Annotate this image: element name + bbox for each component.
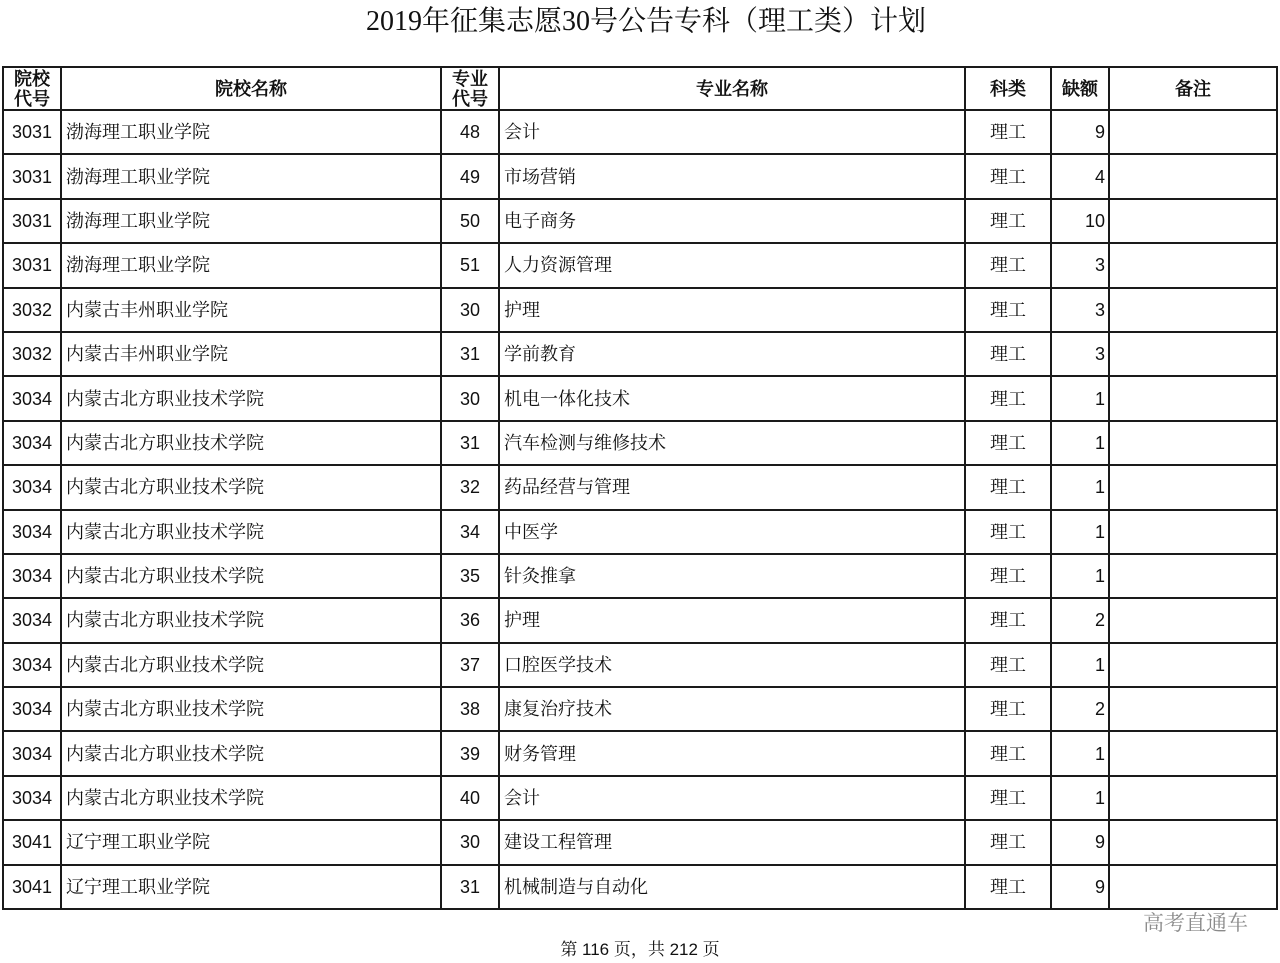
cell-category: 理工 [966, 777, 1052, 821]
cell-major-code: 30 [442, 377, 500, 421]
cell-major-name: 药品经营与管理 [500, 466, 966, 510]
cell-school-name: 辽宁理工职业学院 [62, 866, 442, 910]
cell-remark [1110, 688, 1278, 732]
cell-vacancies: 1 [1052, 422, 1110, 466]
cell-category: 理工 [966, 644, 1052, 688]
cell-major-name: 市场营销 [500, 155, 966, 199]
cell-vacancies: 2 [1052, 688, 1110, 732]
cell-school-code: 3034 [4, 466, 62, 510]
cell-remark [1110, 333, 1278, 377]
cell-major-name: 康复治疗技术 [500, 688, 966, 732]
cell-school-code: 3034 [4, 732, 62, 776]
header-school-code [4, 68, 62, 111]
cell-remark [1110, 377, 1278, 421]
cell-school-name: 内蒙古北方职业技术学院 [62, 511, 442, 555]
cell-major-code: 31 [442, 333, 500, 377]
header-school-code-line1: 院校 [14, 68, 50, 89]
cell-major-name: 会计 [500, 111, 966, 155]
cell-school-code: 3034 [4, 777, 62, 821]
cell-category: 理工 [966, 244, 1052, 288]
plan-table [2, 66, 1278, 910]
cell-school-name: 内蒙古北方职业技术学院 [62, 377, 442, 421]
cell-category: 理工 [966, 821, 1052, 865]
cell-vacancies: 9 [1052, 821, 1110, 865]
cell-school-code: 3034 [4, 599, 62, 643]
cell-remark [1110, 555, 1278, 599]
cell-school-name: 内蒙古北方职业技术学院 [62, 599, 442, 643]
cell-school-code: 3034 [4, 644, 62, 688]
cell-school-name: 渤海理工职业学院 [62, 111, 442, 155]
header-major-code-line1: 专业 [452, 68, 488, 89]
cell-vacancies: 1 [1052, 511, 1110, 555]
document-title: 2019年征集志愿30号公告专科（理工类）计划 [365, 6, 926, 37]
cell-major-code: 48 [442, 111, 500, 155]
cell-school-code: 3031 [4, 111, 62, 155]
cell-school-code: 3041 [4, 866, 62, 910]
cell-vacancies: 3 [1052, 289, 1110, 333]
cell-category: 理工 [966, 422, 1052, 466]
cell-school-code: 3031 [4, 244, 62, 288]
cell-vacancies: 10 [1052, 200, 1110, 244]
table-header-row [4, 68, 1278, 111]
cell-vacancies: 1 [1052, 644, 1110, 688]
cell-school-code: 3041 [4, 821, 62, 865]
cell-major-name: 学前教育 [500, 333, 966, 377]
cell-major-code: 36 [442, 599, 500, 643]
cell-major-name: 护理 [500, 289, 966, 333]
cell-category: 理工 [966, 555, 1052, 599]
cell-major-name: 中医学 [500, 511, 966, 555]
cell-remark [1110, 599, 1278, 643]
cell-category: 理工 [966, 155, 1052, 199]
cell-school-name: 渤海理工职业学院 [62, 244, 442, 288]
table-row [4, 289, 1278, 333]
header-major-code [442, 68, 500, 111]
cell-remark [1110, 244, 1278, 288]
table-row [4, 599, 1278, 643]
cell-vacancies: 1 [1052, 732, 1110, 776]
cell-school-name: 内蒙古北方职业技术学院 [62, 422, 442, 466]
cell-category: 理工 [966, 200, 1052, 244]
cell-major-code: 40 [442, 777, 500, 821]
header-school-name: 院校名称 [62, 68, 442, 111]
cell-school-name: 渤海理工职业学院 [62, 155, 442, 199]
cell-school-name: 内蒙古北方职业技术学院 [62, 777, 442, 821]
cell-major-name: 电子商务 [500, 200, 966, 244]
cell-vacancies: 3 [1052, 244, 1110, 288]
cell-remark [1110, 422, 1278, 466]
table-row [4, 333, 1278, 377]
table-row [4, 866, 1278, 910]
cell-category: 理工 [966, 511, 1052, 555]
table-row [4, 555, 1278, 599]
cell-category: 理工 [966, 688, 1052, 732]
cell-vacancies: 3 [1052, 333, 1110, 377]
cell-category: 理工 [966, 732, 1052, 776]
cell-school-code: 3032 [4, 289, 62, 333]
table-row [4, 732, 1278, 776]
cell-major-name: 汽车检测与维修技术 [500, 422, 966, 466]
table-row [4, 155, 1278, 199]
cell-major-code: 39 [442, 732, 500, 776]
table-row [4, 200, 1278, 244]
header-category: 科类 [966, 68, 1052, 111]
cell-school-name: 内蒙古北方职业技术学院 [62, 732, 442, 776]
cell-remark [1110, 200, 1278, 244]
table-row [4, 422, 1278, 466]
table-row [4, 466, 1278, 510]
cell-category: 理工 [966, 466, 1052, 510]
cell-category: 理工 [966, 111, 1052, 155]
table-row [4, 377, 1278, 421]
cell-vacancies: 1 [1052, 555, 1110, 599]
cell-school-code: 3032 [4, 333, 62, 377]
cell-school-code: 3031 [4, 200, 62, 244]
cell-remark [1110, 511, 1278, 555]
cell-major-code: 35 [442, 555, 500, 599]
watermark: 高考直通车 [1143, 911, 1248, 935]
cell-major-name: 财务管理 [500, 732, 966, 776]
cell-major-code: 31 [442, 422, 500, 466]
cell-remark [1110, 732, 1278, 776]
cell-major-name: 针灸推拿 [500, 555, 966, 599]
table-row [4, 511, 1278, 555]
cell-vacancies: 4 [1052, 155, 1110, 199]
cell-major-name: 会计 [500, 777, 966, 821]
cell-category: 理工 [966, 333, 1052, 377]
cell-major-name: 建设工程管理 [500, 821, 966, 865]
cell-vacancies: 9 [1052, 866, 1110, 910]
table-row [4, 111, 1278, 155]
cell-school-name: 内蒙古北方职业技术学院 [62, 466, 442, 510]
cell-school-name: 内蒙古丰州职业学院 [62, 289, 442, 333]
table-row [4, 688, 1278, 732]
cell-major-code: 38 [442, 688, 500, 732]
cell-school-name: 渤海理工职业学院 [62, 200, 442, 244]
cell-remark [1110, 777, 1278, 821]
cell-remark [1110, 155, 1278, 199]
cell-remark [1110, 289, 1278, 333]
cell-major-code: 50 [442, 200, 500, 244]
cell-major-code: 30 [442, 821, 500, 865]
cell-remark [1110, 866, 1278, 910]
cell-category: 理工 [966, 377, 1052, 421]
table-row [4, 244, 1278, 288]
cell-remark [1110, 111, 1278, 155]
cell-vacancies: 1 [1052, 777, 1110, 821]
cell-school-name: 辽宁理工职业学院 [62, 821, 442, 865]
cell-major-code: 34 [442, 511, 500, 555]
cell-major-name: 机械制造与自动化 [500, 866, 966, 910]
cell-major-code: 31 [442, 866, 500, 910]
table-row [4, 644, 1278, 688]
cell-school-code: 3034 [4, 377, 62, 421]
cell-school-name: 内蒙古北方职业技术学院 [62, 644, 442, 688]
table-row [4, 821, 1278, 865]
header-vacancies: 缺额 [1052, 68, 1110, 111]
cell-major-code: 30 [442, 289, 500, 333]
cell-school-name: 内蒙古丰州职业学院 [62, 333, 442, 377]
cell-category: 理工 [966, 599, 1052, 643]
header-major-code-line2: 代号 [452, 88, 488, 109]
cell-remark [1110, 466, 1278, 510]
header-remark: 备注 [1110, 68, 1278, 111]
cell-vacancies: 1 [1052, 377, 1110, 421]
cell-school-code: 3034 [4, 555, 62, 599]
cell-vacancies: 2 [1052, 599, 1110, 643]
header-school-code-line2: 代号 [14, 88, 50, 109]
header-major-name: 专业名称 [500, 68, 966, 111]
cell-category: 理工 [966, 866, 1052, 910]
cell-school-code: 3034 [4, 688, 62, 732]
cell-remark [1110, 644, 1278, 688]
cell-category: 理工 [966, 289, 1052, 333]
table-row [4, 777, 1278, 821]
cell-major-code: 32 [442, 466, 500, 510]
cell-major-code: 49 [442, 155, 500, 199]
cell-school-code: 3034 [4, 422, 62, 466]
cell-major-code: 37 [442, 644, 500, 688]
cell-school-code: 3034 [4, 511, 62, 555]
page-footer: 第 116 页，共 212 页 [560, 940, 720, 959]
cell-school-name: 内蒙古北方职业技术学院 [62, 555, 442, 599]
cell-school-name: 内蒙古北方职业技术学院 [62, 688, 442, 732]
cell-school-code: 3031 [4, 155, 62, 199]
cell-major-name: 人力资源管理 [500, 244, 966, 288]
cell-major-code: 51 [442, 244, 500, 288]
cell-remark [1110, 821, 1278, 865]
cell-major-name: 口腔医学技术 [500, 644, 966, 688]
cell-vacancies: 1 [1052, 466, 1110, 510]
cell-major-name: 护理 [500, 599, 966, 643]
cell-major-name: 机电一体化技术 [500, 377, 966, 421]
cell-vacancies: 9 [1052, 111, 1110, 155]
